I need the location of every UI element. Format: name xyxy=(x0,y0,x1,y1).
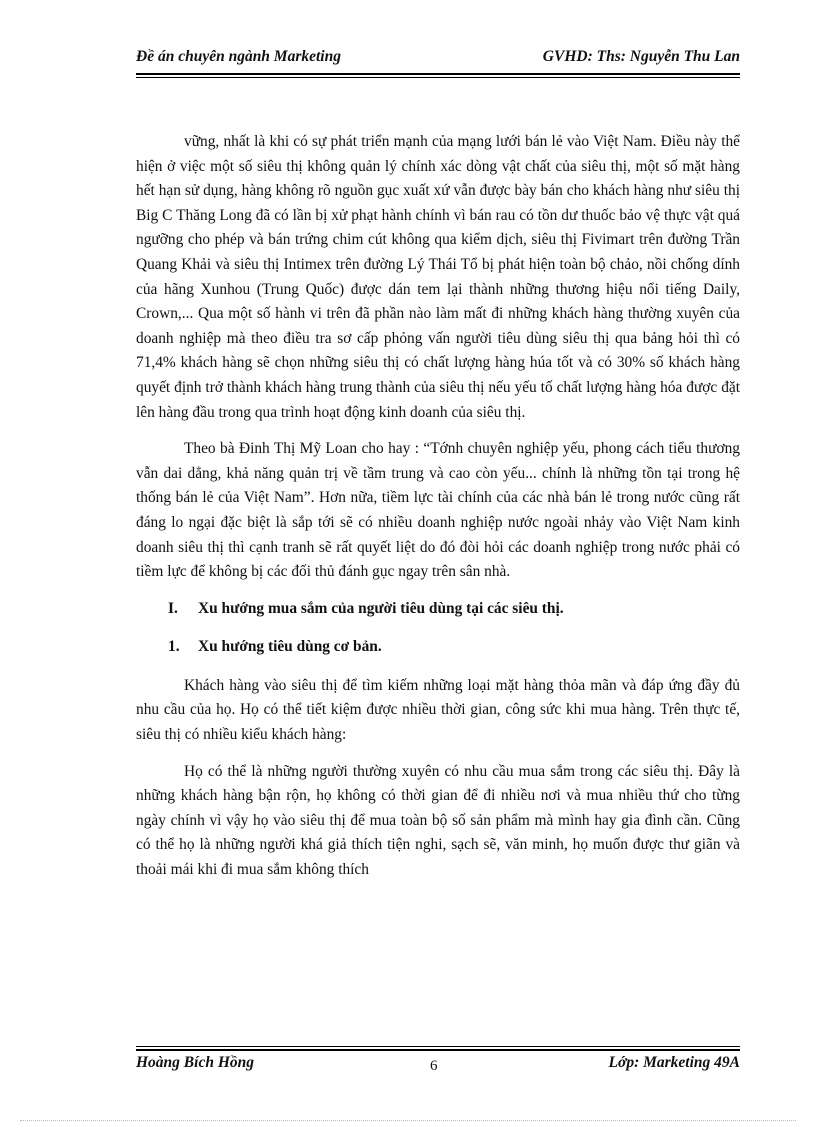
section-heading-2-text: Xu hướng tiêu dùng cơ bản. xyxy=(198,638,382,656)
footer-divider-thin xyxy=(136,1046,740,1047)
section-heading-1-number: I. xyxy=(168,599,178,617)
section-heading-2-number: 1. xyxy=(168,638,180,656)
section-heading-1 xyxy=(136,597,740,622)
section-heading-1-text: Xu hướng mua sắm của người tiêu dùng tại các siêu thị. xyxy=(198,599,564,617)
footer-divider xyxy=(136,1049,740,1051)
paragraph-4: Họ có thể là những người thường xuyên có nhu cầu mua sắm trong các siêu thị. Đây là những khách hàng bận rộn, họ không có thời gian để đi nhiều nơi và mua nhiều thứ cho từng ngày chính vì vậy họ vào siêu thị để mua toàn bộ số sản phẩm mà mình hay gia đình cần. Cũng có thể họ là những người khá giả thích tiện nghi, sạch sẽ, văn minh, họ muốn được thư giãn và thoải mái khi đi mua sắm không thích xyxy=(136,762,740,879)
document-body xyxy=(136,130,740,895)
header-divider-thin xyxy=(136,77,740,78)
page-bottom-edge xyxy=(20,1120,796,1122)
footer-author: Hoàng Bích Hồng xyxy=(136,1054,254,1071)
paragraph-2: Theo bà Đinh Thị Mỹ Loan cho hay : “Tớnh chuyên nghiệp yếu, phong cách tiểu thương vẫn dai dẳng, khả năng quản trị về tầm trung và cao còn yếu... chính là những tồn tại trong hệ thống bán lẻ của Việt Nam”. Hơn nữa, tiềm lực tài chính của các nhà bán lẻ trong nước cũng rất đáng lo ngại đặc biệt là sắp tới sẽ có nhiều doanh nghiệp nước ngoài nhảy vào Việt Nam kinh doanh siêu thị thì cạnh tranh sẽ rất quyết liệt do đó đòi hỏi các doanh nghiệp trong nước phải có tiềm lực để không bị các đối thủ đánh gục ngay trên sân nhà. xyxy=(136,440,740,581)
footer-class: Lớp: Marketing 49A xyxy=(608,1054,740,1071)
header-course-title: Đề án chuyên ngành Marketing xyxy=(136,48,341,65)
header-advisor: GVHD: Ths: Nguyễn Thu Lan xyxy=(542,48,740,65)
page-header xyxy=(136,46,740,72)
paragraph-1: vững, nhất là khi có sự phát triển mạnh của mạng lưới bán lẻ vào Việt Nam. Điều này thể hiện ở việc một số siêu thị không quản lý chính xác dòng vật chất của siêu thị, một số mặt hàng hết hạn sử dụng, hàng không rõ nguồn gục xuất xứ vẫn được bày bán cho khách hàng như siêu thị Big C Thăng Long đã có lần bị xử phạt hành chính vì bán rau có tồn dư thuốc bảo vệ thực vật quá ngưỡng cho phép và bán trứng chim cút không qua kiểm dịch, siêu thị Fivimart trên đường Trần Quang Khải và siêu thị Intimex trên đường Lý Thái Tổ bị phát hiện toàn bộ chảo, nồi chống dính của hãng Xunhou (Trung Quốc) được dán tem lại thành những thương hiệu nổi tiếng Daily, Crown,... Qua một số hành vi trên đã phần nào làm mất đi những khách hàng thường xuyên của doanh nghiệp mà theo điều tra sơ cấp phỏng vấn người tiêu dùng siêu thị qua bảng hỏi thì có 71,4% khách hàng sẽ chọn những siêu thị có chất lượng hàng húa tốt và có 30% số khách hàng quyết định trở thành khách hàng trung thành của siêu thị nếu yếu tố chất lượng hàng hóa được đặt lên hàng đầu trong qua trình hoạt động kinh doanh của siêu thị. xyxy=(136,133,740,421)
header-divider xyxy=(136,73,740,75)
page-number: 6 xyxy=(430,1058,438,1074)
section-heading-2 xyxy=(136,635,740,660)
paragraph-3: Khách hàng vào siêu thị để tìm kiếm những loại mặt hàng thỏa mãn và đáp ứng đầy đủ nhu cầu của họ. Họ có thể tiết kiệm được nhiều thời gian, công sức khi mua hàng. Trên thực tế, siêu thị có nhiều kiểu khách hàng: xyxy=(136,676,740,744)
page-footer xyxy=(136,1052,740,1078)
